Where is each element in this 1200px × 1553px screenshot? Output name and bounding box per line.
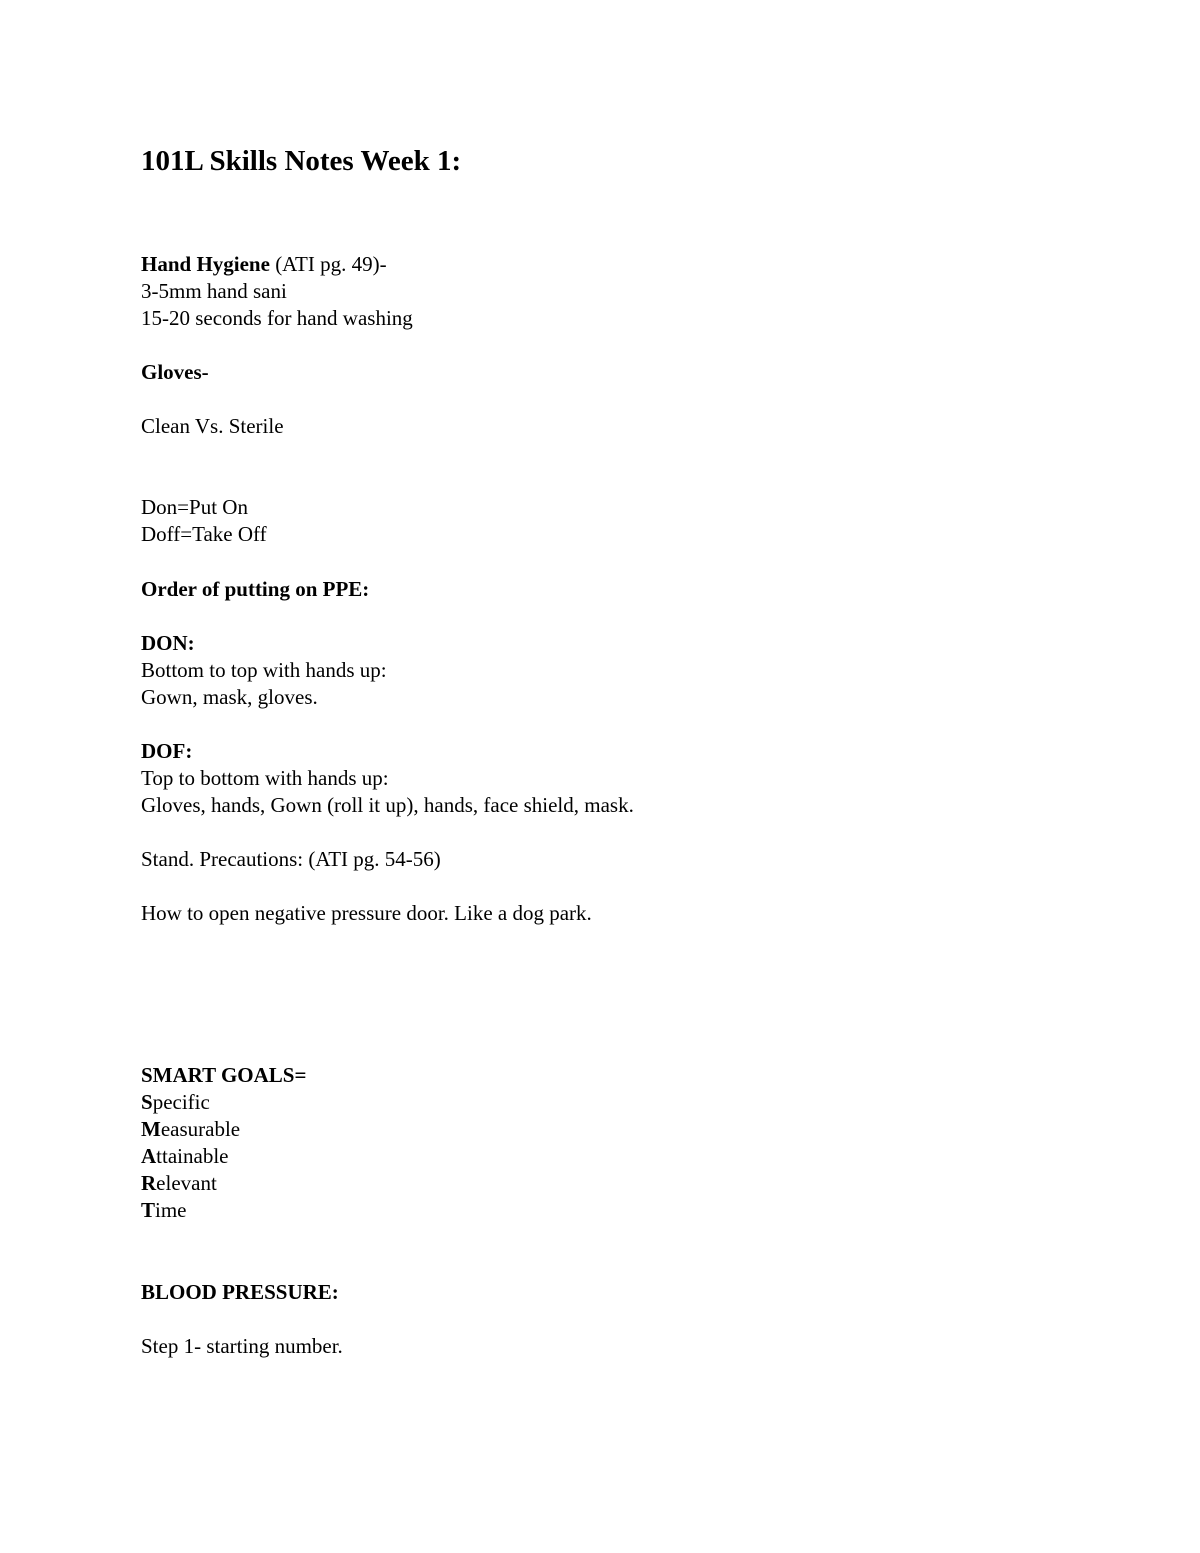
don-line: Bottom to top with hands up: — [141, 658, 387, 682]
hand-hygiene-line: 15-20 seconds for hand washing — [141, 306, 413, 330]
hand-hygiene-ref: (ATI pg. 49)- — [269, 252, 387, 276]
smart-goal-word: easurable — [160, 1117, 241, 1141]
document-title: 101L Skills Notes Week 1: — [141, 145, 462, 177]
clean-vs-sterile: Clean Vs. Sterile — [141, 414, 284, 438]
don-heading: DON: — [141, 631, 195, 655]
blood-pressure-step: Step 1- starting number. — [141, 1334, 343, 1358]
smart-goal-word: ttainable — [156, 1144, 229, 1168]
dof-line: Top to bottom with hands up: — [141, 766, 389, 790]
smart-goal-word: elevant — [156, 1171, 217, 1195]
smart-goal-item — [141, 1116, 240, 1143]
smart-goal-item — [141, 1170, 217, 1197]
smart-goal-letter: R — [141, 1171, 157, 1195]
dof-line: Gloves, hands, Gown (roll it up), hands, face shield, mask. — [141, 793, 634, 817]
smart-goal-item — [141, 1197, 187, 1224]
don-definition: Don=Put On — [141, 495, 248, 519]
ppe-order-heading: Order of putting on PPE: — [141, 577, 370, 601]
blood-pressure-heading: BLOOD PRESSURE: — [141, 1280, 339, 1304]
hand-hygiene-heading: Hand Hygiene — [141, 252, 270, 276]
smart-goal-letter: S — [141, 1090, 153, 1114]
hand-hygiene-line: 3-5mm hand sani — [141, 279, 287, 303]
doff-definition: Doff=Take Off — [141, 522, 267, 546]
smart-goal-item — [141, 1089, 210, 1116]
hand-hygiene-heading-line — [141, 251, 387, 278]
don-line: Gown, mask, gloves. — [141, 685, 318, 709]
smart-goals-heading: SMART GOALS= — [141, 1063, 307, 1087]
smart-goal-letter: T — [141, 1198, 156, 1222]
smart-goal-letter: M — [141, 1117, 161, 1141]
smart-goal-word: ime — [155, 1198, 187, 1222]
dof-heading: DOF: — [141, 739, 193, 763]
smart-goal-letter: A — [141, 1144, 157, 1168]
smart-goal-item — [141, 1143, 228, 1170]
standard-precautions: Stand. Precautions: (ATI pg. 54-56) — [141, 847, 441, 871]
smart-goal-word: pecific — [152, 1090, 210, 1114]
gloves-heading: Gloves- — [141, 360, 209, 384]
negative-pressure-note: How to open negative pressure door. Like a dog park. — [141, 901, 592, 925]
